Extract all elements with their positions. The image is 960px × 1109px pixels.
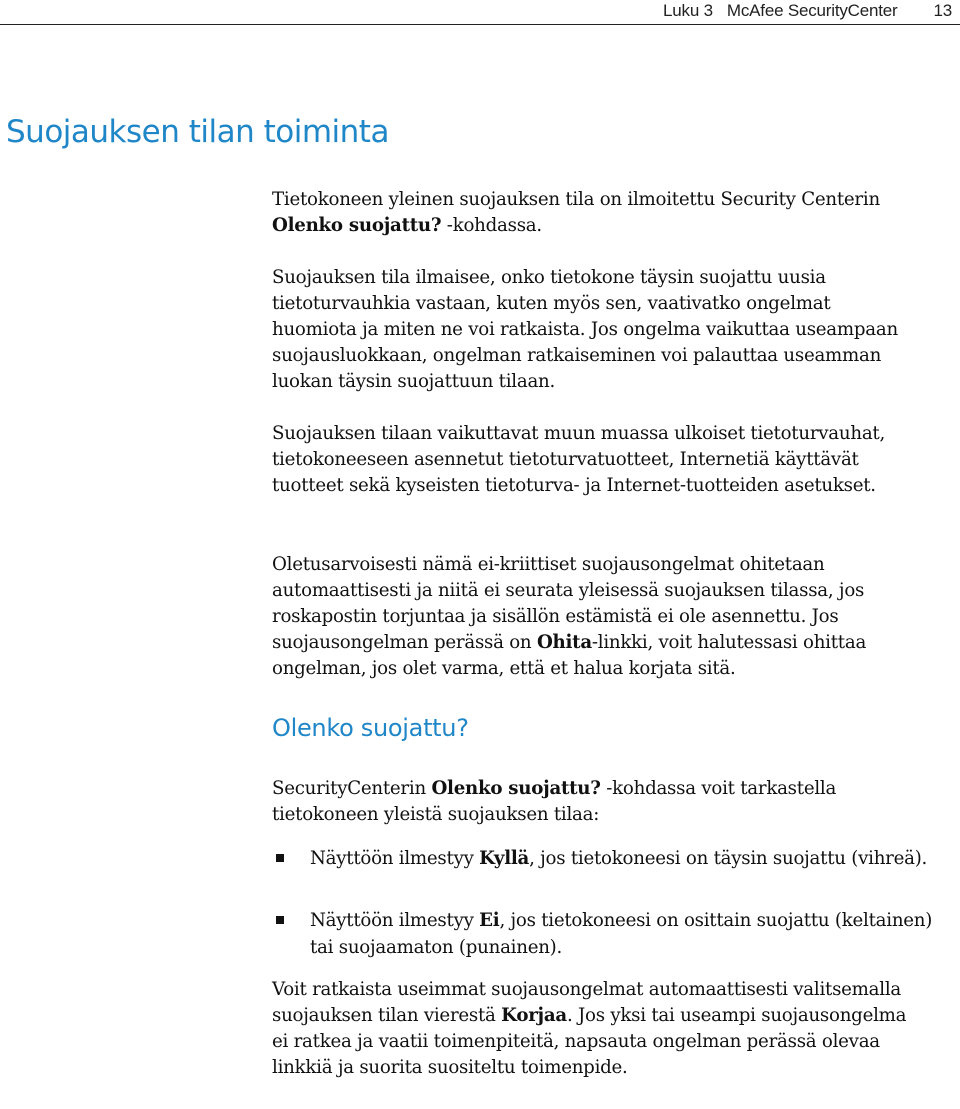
- default-text-start: Oletusarvoisesti nämä ei-kriittiset suojausongelmat ohitetaan automaattisesti ja niitä ei seurata yleisessä suojauksen tilassa, jos roskapostin torjuntaa ja sisällön estämistä ei ole asennettu. Jos suojausongelman perässä on: [272, 554, 865, 653]
- chapter-label: Luku 3: [663, 1, 713, 20]
- bullet-item-no: [310, 907, 950, 961]
- intro-bold-term: Olenko suojattu?: [272, 215, 442, 236]
- bullet-no-text-end: , jos tietokoneesi on osittain suojattu (keltainen) tai suojaamaton (punainen).: [310, 910, 933, 958]
- check-text-start: SecurityCenterin: [272, 778, 432, 799]
- running-header: [0, 0, 960, 25]
- product-name: McAfee SecurityCenter: [726, 1, 898, 20]
- bullet-yes-term: Kyllä: [479, 848, 530, 869]
- fix-bold-term: Korjaa: [501, 1005, 567, 1026]
- bullet-square-icon: [276, 854, 284, 862]
- intro-paragraph: [272, 187, 892, 239]
- fix-text-end: . Jos yksi tai useampi suojausongelma ei ratkea ja vaatii toimenpiteitä, napsauta ongelman perässä olevaa linkkiä ja suorita suositeltu toimenpide.: [272, 1005, 907, 1078]
- page-title: Suojauksen tilan toiminta: [6, 114, 389, 150]
- status-paragraph: Suojauksen tila ilmaisee, onko tietokone täysin suojattu uusia tietoturvauhkia vastaan, kuten myös sen, vaativatko ongelmat huomiota ja miten ne voi ratkaista. Jos ongelma vaikuttaa useampaan suojausluokkaan, ongelman ratkaiseminen voi palauttaa useamman luokan täysin suojattuun tilaan.: [272, 267, 898, 392]
- check-paragraph: [272, 776, 932, 828]
- bullet-no-term: Ei: [479, 910, 500, 931]
- fix-text-start: Voit ratkaista useimmat suojausongelmat automaattisesti valitsemalla suojauksen tilan vierestä: [272, 979, 902, 1026]
- default-text-end: -linkki, voit halutessasi ohittaa ongelman, jos olet varma, että et halua korjata sitä.: [272, 632, 867, 679]
- intro-text-end: -kohdassa.: [441, 215, 542, 236]
- bullet-item-yes: [310, 845, 950, 872]
- running-header-text: [663, 1, 952, 21]
- default-paragraph: [272, 552, 956, 682]
- fix-paragraph: [272, 977, 912, 1081]
- bullet-yes-text-start: Näyttöön ilmestyy: [310, 848, 480, 869]
- section-subtitle: Olenko suojattu?: [272, 714, 469, 742]
- bullet-yes-text-end: , jos tietokoneesi on täysin suojattu (vihreä).: [529, 848, 928, 869]
- check-text-end: -kohdassa voit tarkastella tietokoneen yleistä suojauksen tilaa:: [272, 778, 837, 825]
- bullet-no-text-start: Näyttöön ilmestyy: [310, 910, 480, 931]
- bullet-square-icon: [276, 916, 284, 924]
- check-bold-term: Olenko suojattu?: [431, 778, 601, 799]
- ignore-link-term: Ohita: [536, 632, 592, 653]
- intro-text-start: Tietokoneen yleinen suojauksen tila on ilmoitettu Security Centerin: [272, 189, 880, 210]
- factors-paragraph: Suojauksen tilaan vaikuttavat muun muassa ulkoiset tietoturvauhat, tietokoneeseen asennetut tietoturvatuotteet, Internetiä käyttävät tuotteet sekä kyseisten tietoturva- ja Internet-tuotteiden asetukset.: [272, 423, 886, 496]
- page-number: 13: [933, 1, 952, 20]
